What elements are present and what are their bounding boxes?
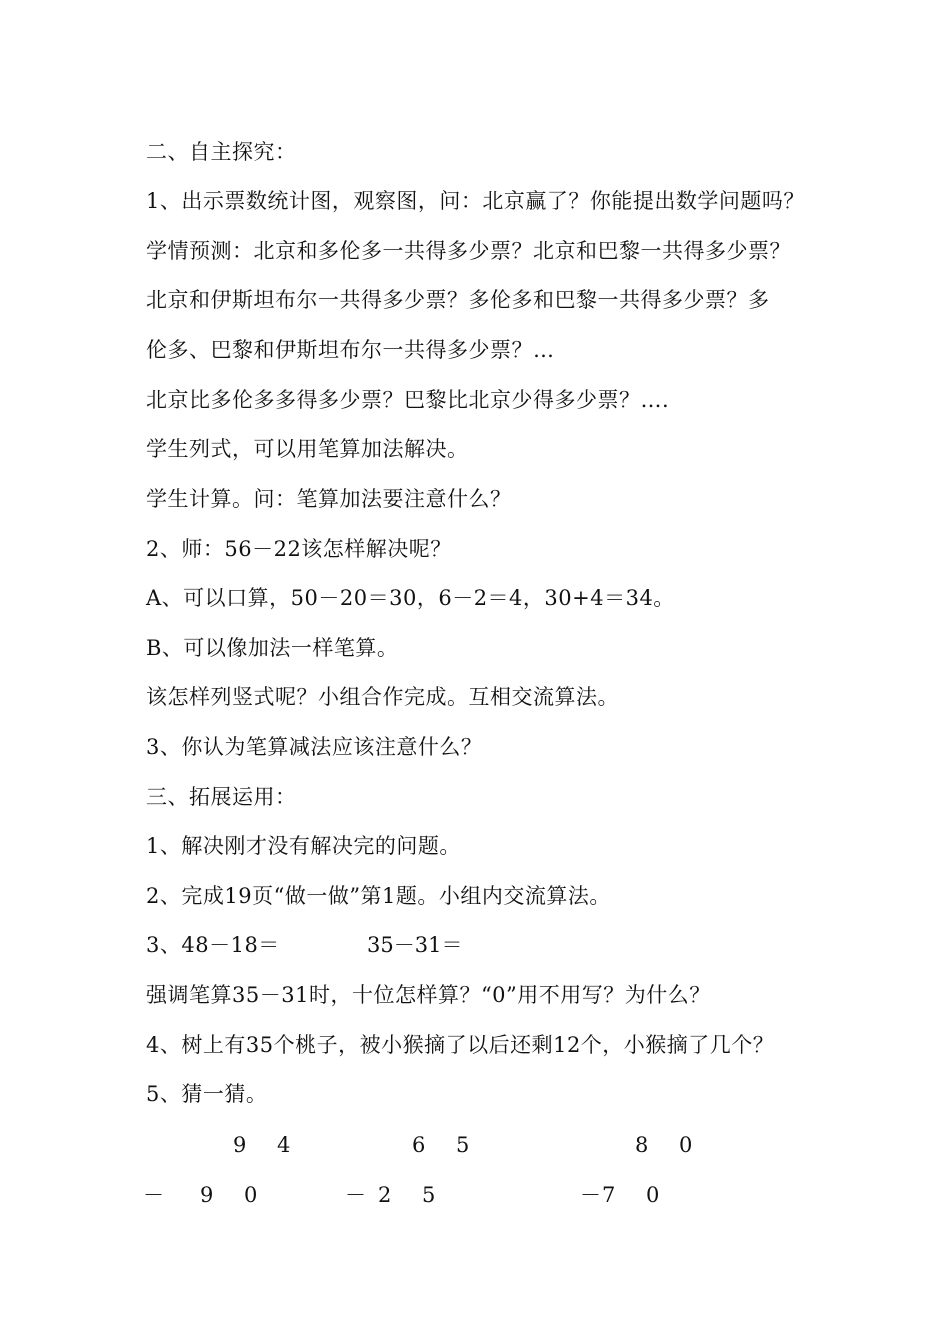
text-line: 2、完成19页“做一做”第1题。小组内交流算法。: [146, 884, 611, 908]
text-line: A、可以口算，50－20＝30，6－2＝4，30+4＝34。: [146, 586, 675, 610]
minus-sign: －: [580, 1183, 601, 1207]
text-line: 1、解决刚才没有解决完的问题。: [146, 834, 461, 858]
text-line: B、可以像加法一样笔算。: [146, 636, 399, 660]
text-line: 北京和伊斯坦布尔一共得多少票？多伦多和巴黎一共得多少票？多: [146, 288, 770, 312]
digit: 8: [635, 1133, 649, 1157]
digit: 0: [679, 1133, 693, 1157]
text-line: 3、你认为笔算减法应该注意什么？: [146, 735, 483, 759]
digit: 0: [646, 1183, 660, 1207]
text-line: 2、师：56－22该怎样解决呢？: [146, 537, 452, 561]
text-line: 3、48－18＝: [146, 933, 280, 957]
heading-extension: 三、拓展运用：: [146, 785, 297, 809]
digit: 7: [602, 1183, 616, 1207]
digit: 4: [277, 1133, 291, 1157]
digit: 0: [244, 1183, 258, 1207]
text-line: 学生计算。问：笔算加法要注意什么？: [146, 487, 512, 511]
text-line: 1、出示票数统计图，观察图，问：北京赢了？你能提出数学问题吗？: [146, 189, 805, 213]
text-line: 北京比多伦多多得多少票？巴黎比北京少得多少票？….: [146, 388, 670, 412]
text-line: 该怎样列竖式呢？小组合作完成。互相交流算法。: [146, 685, 619, 709]
minus-sign: －: [345, 1183, 366, 1207]
text-line: 4、树上有35个桃子，被小猴摘了以后还剩12个，小猴摘了几个？: [146, 1033, 775, 1057]
text-line: 学情预测：北京和多伦多一共得多少票？北京和巴黎一共得多少票？: [146, 239, 791, 263]
digit: 9: [200, 1183, 214, 1207]
text-line: 强调笔算35－31时，十位怎样算？“0”用不用写？为什么？: [146, 983, 711, 1007]
digit: 5: [422, 1183, 436, 1207]
minus-sign: －: [143, 1183, 164, 1207]
digit: 2: [378, 1183, 392, 1207]
text-line: 学生列式，可以用笔算加法解决。: [146, 437, 469, 461]
digit: 5: [456, 1133, 470, 1157]
digit: 9: [233, 1133, 247, 1157]
digit: 6: [412, 1133, 426, 1157]
text-fragment: 35－31＝: [367, 933, 463, 957]
heading-self-exploration: 二、自主探究：: [146, 140, 297, 164]
text-line: 5、猜一猜。: [146, 1082, 268, 1106]
text-line: 伦多、巴黎和伊斯坦布尔一共得多少票？…: [146, 338, 555, 362]
